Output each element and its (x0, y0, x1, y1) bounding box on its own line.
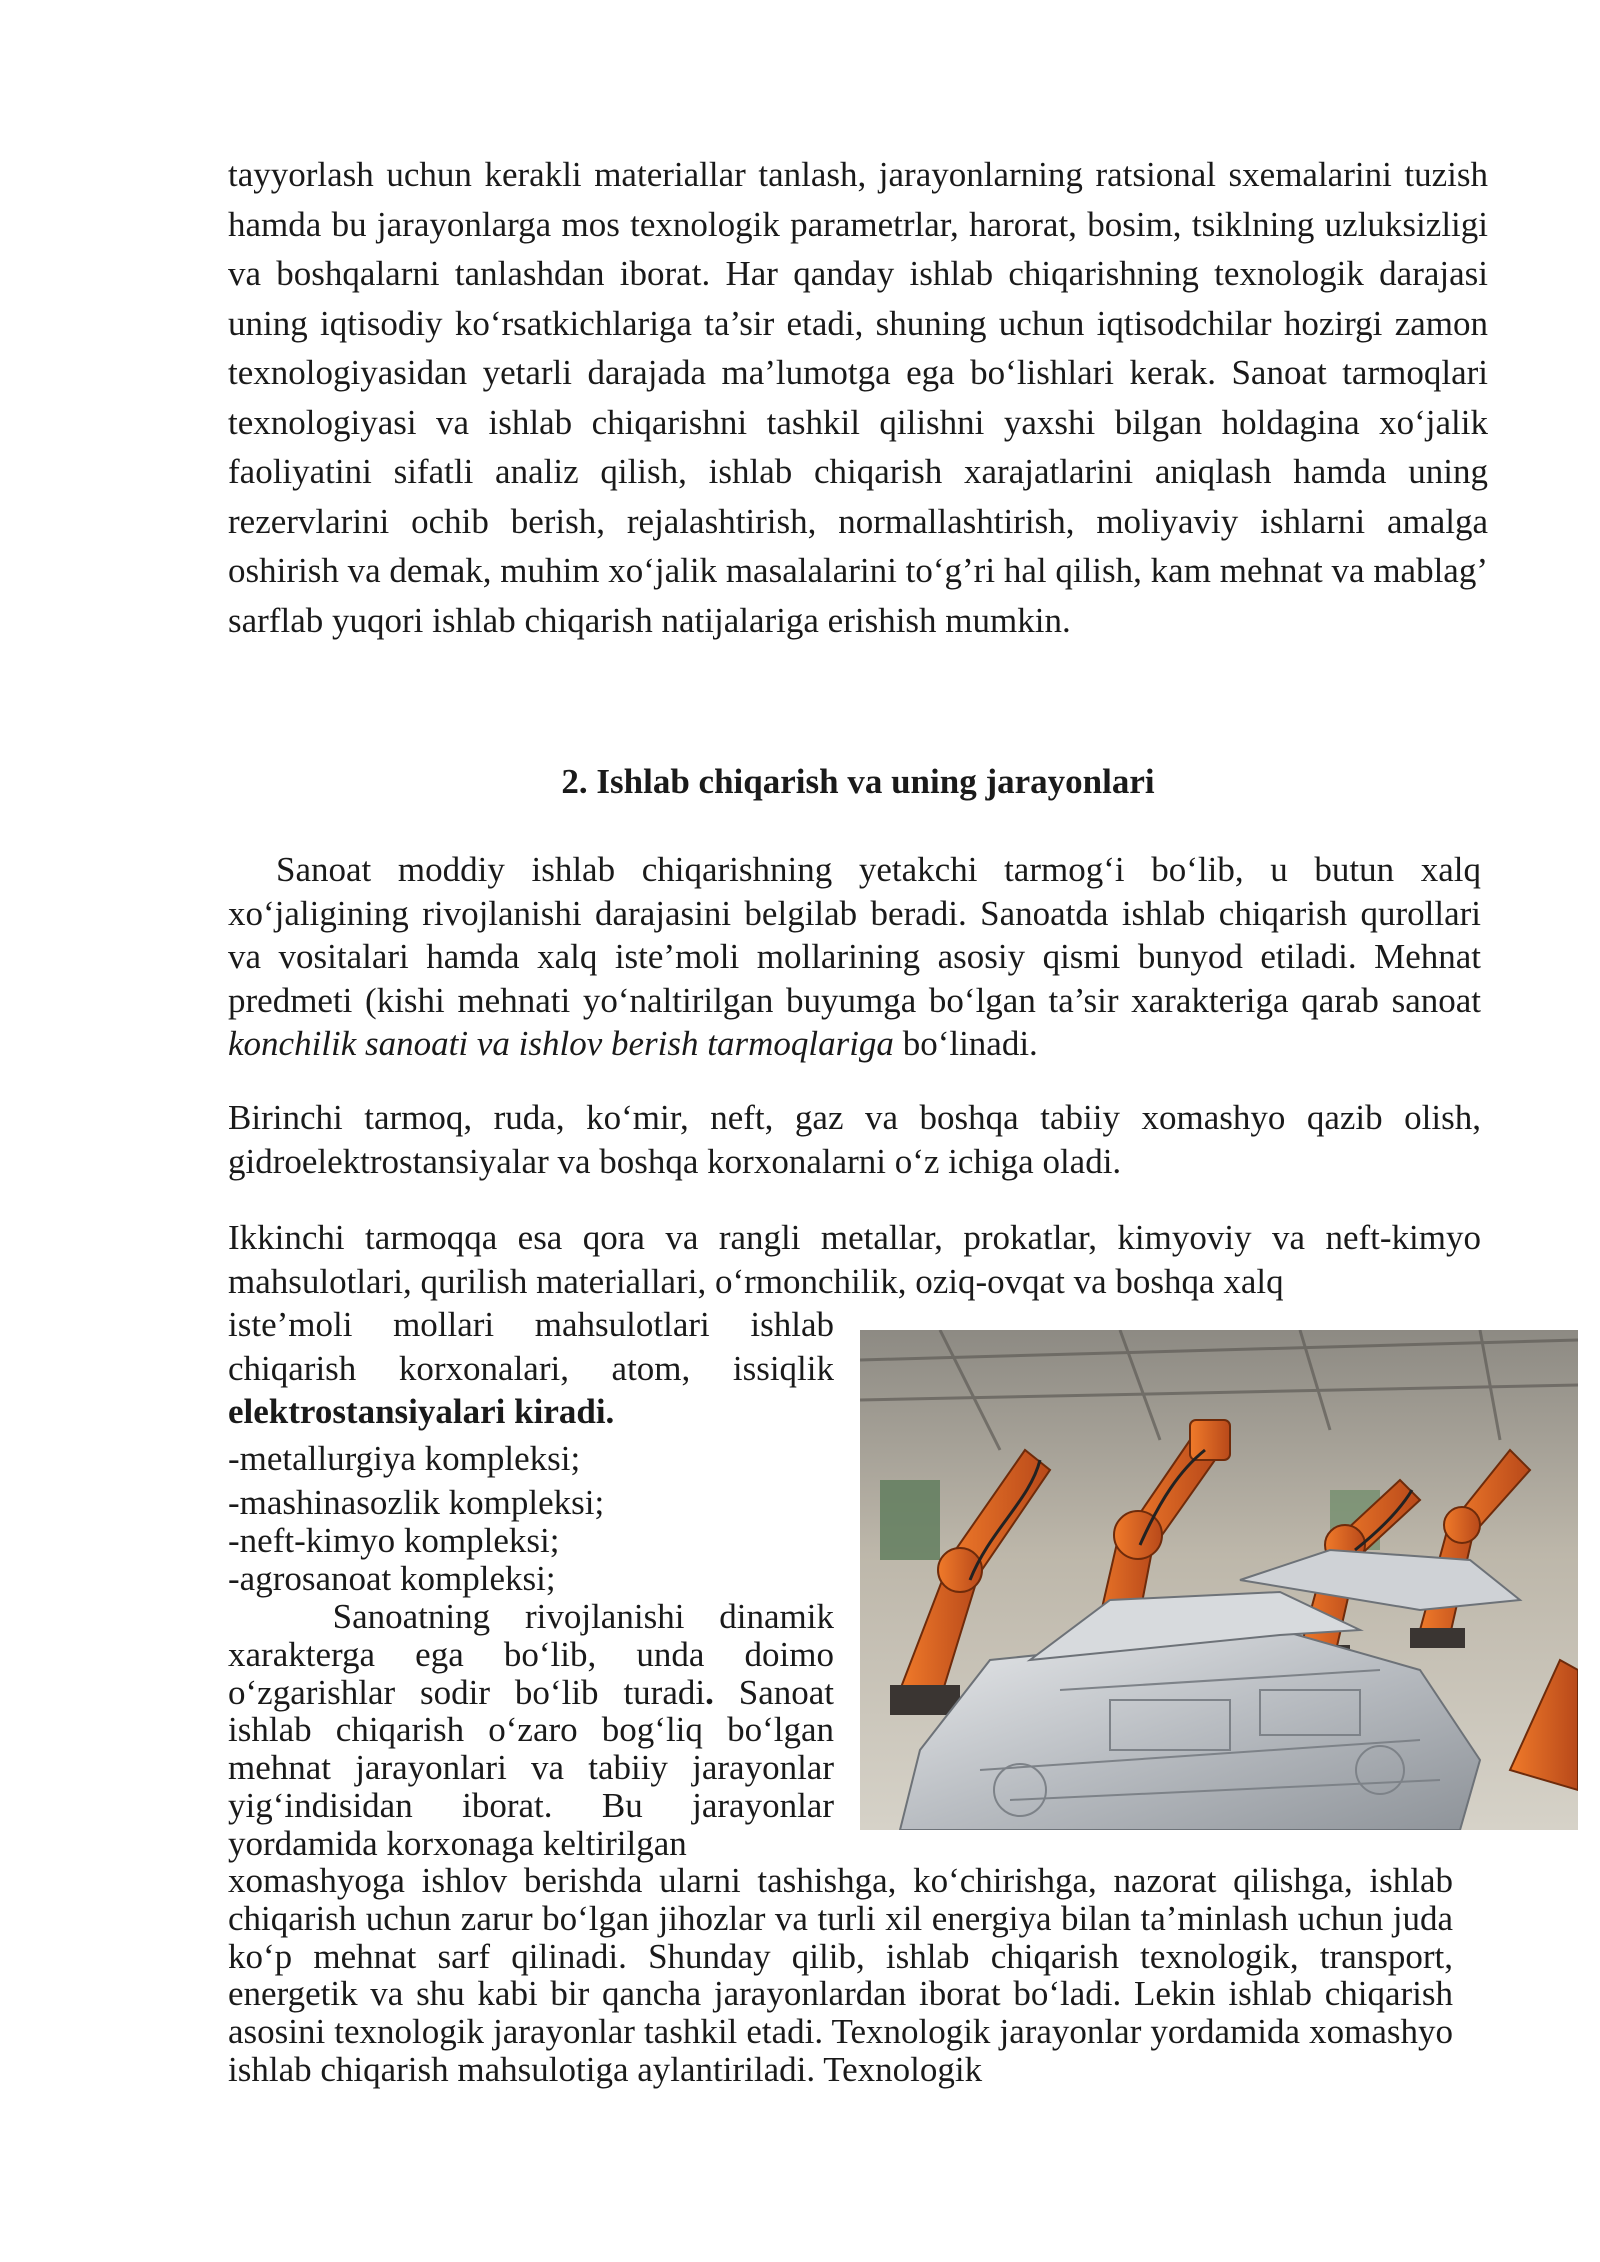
paragraph-ikkinchi: Ikkinchi tarmoqqa esa qora va rangli metallar, prokatlar, kimyoviy va neft-kimyo mahsulotlari, qurilish materiallari, o‘rmonchilik, oziq-ovqat va boshqa xalq (228, 1218, 1481, 1301)
paragraph-rivojlanish-text: Sanoatning rivojlanishi dinamik xarakterga ega bo‘lib, unda doimo o‘zgarishlar sodir bo‘lib turadi (228, 1597, 843, 1712)
complex-list (228, 1440, 834, 1598)
paragraph-intro: tayyorlash uchun kerakli materiallar tanlash, jarayonlarning ratsional sxemalarini tuzish hamda bu jarayonlarga mos texnologik parametrlar, harorat, bosim, tsiklning uzluksizligi va boshqalarni tanlashdan iborat. Har qanday ishlab chiqarishning texnologik darajasi uning iqtisodiy ko‘rsatkichlariga ta’sir etadi, shuning uchun iqtisodchilar hozirgi zamon texnologiyasidan yetarli darajada ma’lumotga ega bo‘lishlari kerak. Sanoat tarmoqlari texnologiyasi va ishlab chiqarishni tashkil qilishni yaxshi bilgan holdagina xo‘jalik faoliyatini sifatli analiz qilish, ishlab chiqarish xarajatlarini aniqlash hamda uning rezervlarini ochib berish, rejalashtirish, normallashtirish, moliyaviy ishlarni amalga oshirish va demak, muhim xo‘jalik masalalarini to‘g’ri hal qilish, kam mehnat va mablag’ sarflab yuqori ishlab chiqarish natijalariga erishish mumkin. (228, 155, 1488, 640)
paragraph-ikkinchi-continued (228, 1303, 834, 1434)
section-heading: 2. Ishlab chiqarish va uning jarayonlari (561, 762, 1155, 801)
list-item: -agrosanoat kompleksi; (228, 1559, 556, 1598)
paragraph-sanoat (228, 848, 1481, 1066)
factory-robots-photo (860, 1330, 1578, 1830)
list-item: -neft-kimyo kompleksi; (228, 1521, 560, 1560)
paragraph-sanoat-text: Sanoat moddiy ishlab chiqarishning yetakchi tarmog‘i bo‘lib, u butun xalq xo‘jaligining rivojlanishi darajasini belgilab beradi. Sanoatda ishlab chiqarish qurollari va vositalari hamda xalq iste’moli mollarining asosiy qismi bunyod etiladi. Mehnat predmeti (kishi mehnati yo‘naltirilgan buyumga bo‘lgan ta’sir xarakteriga qarab sanoat (228, 850, 1481, 1020)
paragraph-sanoat-italic: konchilik sanoati va ishlov berish tarmoqlariga (228, 1024, 894, 1063)
paragraph-sanoat-end: bo‘linadi. (893, 1024, 1038, 1063)
paragraph-ikkinchi-text: iste’moli mollari mahsulotlari ishlab chiqarish korxonalari, atom, issiqlik (228, 1305, 834, 1388)
paragraph-rivojlanish (228, 1597, 843, 1863)
paragraph-rivojlanish-dot: . (705, 1672, 714, 1712)
paragraph-rivojlanish-end: Sanoat ishlab chiqarish o‘zaro bog‘liq bo‘lgan mehnat jarayonlari va tabiiy jarayonlar yig‘indisidan iborat. Bu jarayonlar yordamida korxonaga keltirilgan (228, 1672, 843, 1863)
paragraph-birinchi: Birinchi tarmoq, ruda, ko‘mir, neft, gaz va boshqa tabiiy xomashyo qazib olish, gidroelektrostansiyalar va boshqa korxonalarni o‘z ichiga oladi. (228, 1098, 1481, 1181)
paragraph-rivojlanish-bottom: xomashyoga ishlov berishda ularni tashishga, ko‘chirishga, nazorat qilishga, ishlab chiqarish uchun zarur bo‘lgan jihozlar va turli xil energiya bilan ta’minlash uchun juda ko‘p mehnat sarf qilinadi. Shunday qilib, ishlab chiqarish texnologik, transport, energetik va shu kabi bir qancha jarayonlardan iborat bo‘ladi. Lekin ishlab chiqarish asosini texnologik jarayonlar tashkil etadi. Texnologik jarayonlar yordamida xomashyo ishlab chiqarish mahsulotiga aylantiriladi. Texnologik (228, 1861, 1453, 2089)
list-item: -metallurgiya kompleksi; (228, 1439, 581, 1478)
paragraph-ikkinchi-bold: elektrostansiyalari kiradi. (228, 1392, 615, 1431)
list-item: -mashinasozlik kompleksi; (228, 1483, 605, 1522)
